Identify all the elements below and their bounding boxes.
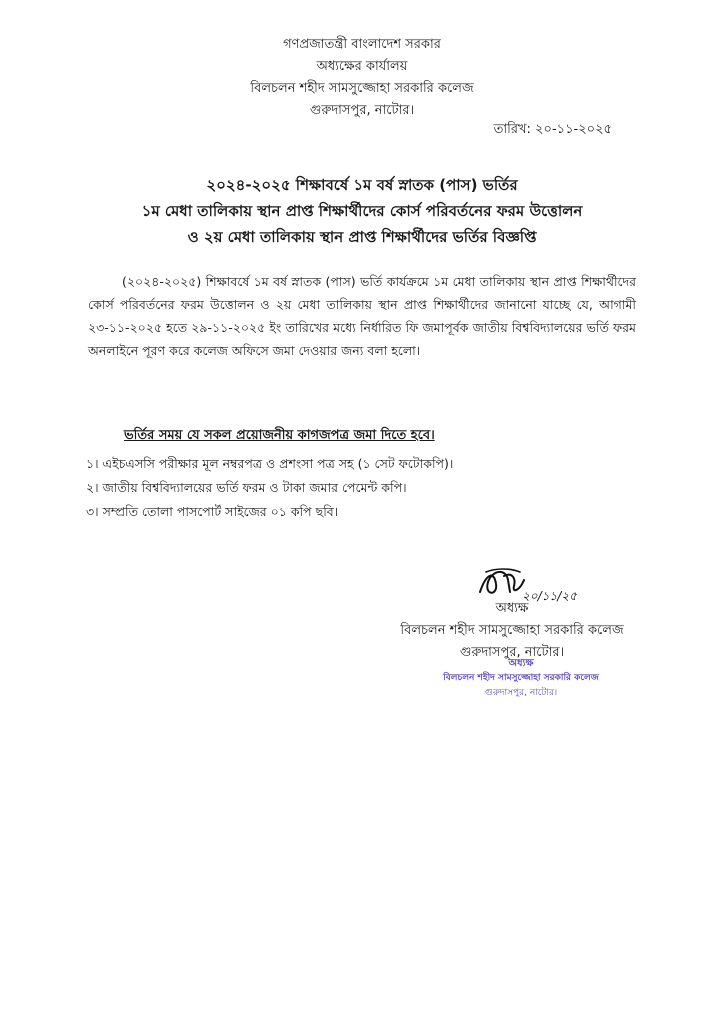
office-header: [0, 34, 724, 122]
signatory-block: [372, 598, 652, 664]
header-office: অধ্যক্ষের কার্যালয়: [316, 59, 408, 74]
documents-list: [86, 452, 646, 524]
notice-title: [60, 172, 664, 250]
title-line-3: ও ২য় মেধা তালিকায় স্থান প্রাপ্ত শিক্ষার্থীদের ভর্তির বিজ্ঞপ্তি: [187, 228, 537, 246]
stamp-address: গুরুদাসপুর, নাটোর।: [484, 688, 558, 698]
header-government: গণপ্রজাতন্ত্রী বাংলাদেশ সরকার: [283, 37, 441, 52]
signature-date: ২০/১১/২৫: [522, 589, 577, 603]
signatory-address: গুরুদাসপুর, নাটোর।: [459, 645, 565, 660]
stamp-title: অধ্যক্ষ: [508, 658, 534, 669]
list-item: ২। জাতীয় বিশ্ববিদ্যালয়ের ভর্তি ফরম ও টাকা জমার পেমেন্ট কপি।: [86, 480, 407, 495]
signatory-title: অধ্যক্ষ: [495, 601, 529, 616]
official-stamp: [436, 656, 606, 701]
header-address: গুরুদাসপুর, নাটোর।: [309, 103, 415, 118]
title-line-2: ১ম মেধা তালিকায় স্থান প্রাপ্ত শিক্ষার্থীদের কোর্স পরিবর্তনের ফরম উত্তোলন: [141, 202, 583, 220]
list-item: ১। এইচএসসি পরীক্ষার মূল নম্বরপত্র ও প্রশংসা পত্র সহ (১ সেট ফটোকপি)।: [86, 456, 454, 471]
notice-body: (২০২৪-২০২৫) শিক্ষাবর্ষে ১ম বর্ষ স্নাতক (পাস) ভর্তি কার্যক্রমে ১ম মেধা তালিকায় স্থান প্রাপ্ত শিক্ষার্থীদের কোর্স পরিবর্তনের ফরম উত্তোলন ও ২য় মেধা তালিকায় স্থান প্রাপ্ত শিক্ষার্থীদের জানানো যাচ্ছে যে, আগামী ২৩-১১-২০২৫ হতে ২৯-১১-২০২৫ ইং তারিখের মধ্যে নির্ধারিত ফি জমাপূর্বক জাতীয় বিশ্ববিদ্যালয়ের ভর্তি ফরম অনলাইনে পূরণ করে কলেজ অফিসে জমা দেওয়ার জন্য বলা হলো।: [88, 274, 636, 358]
notice-date: তারিখ: ২০-১১-২০২৫: [493, 122, 612, 137]
list-item: ৩। সম্প্রতি তোলা পাসপোর্ট সাইজের ০১ কপি ছবি।: [86, 504, 339, 519]
documents-heading: ভর্তির সময় যে সকল প্রয়োজনীয় কাগজপত্র জমা দিতে হবে।: [124, 428, 435, 443]
title-line-1: ২০২৪-২০২৫ শিক্ষাবর্ষে ১ম বর্ষ স্নাতক (পাস) ভর্তির: [206, 176, 518, 194]
stamp-college: বিলচলন শহীদ সামসুজ্জোহা সরকারি কলেজ: [443, 673, 599, 683]
signatory-college: বিলচলন শহীদ সামসুজ্জোহা সরকারি কলেজ: [400, 623, 624, 638]
header-college: বিলচলন শহীদ সামসুজ্জোহা সরকারি কলেজ: [250, 81, 474, 96]
